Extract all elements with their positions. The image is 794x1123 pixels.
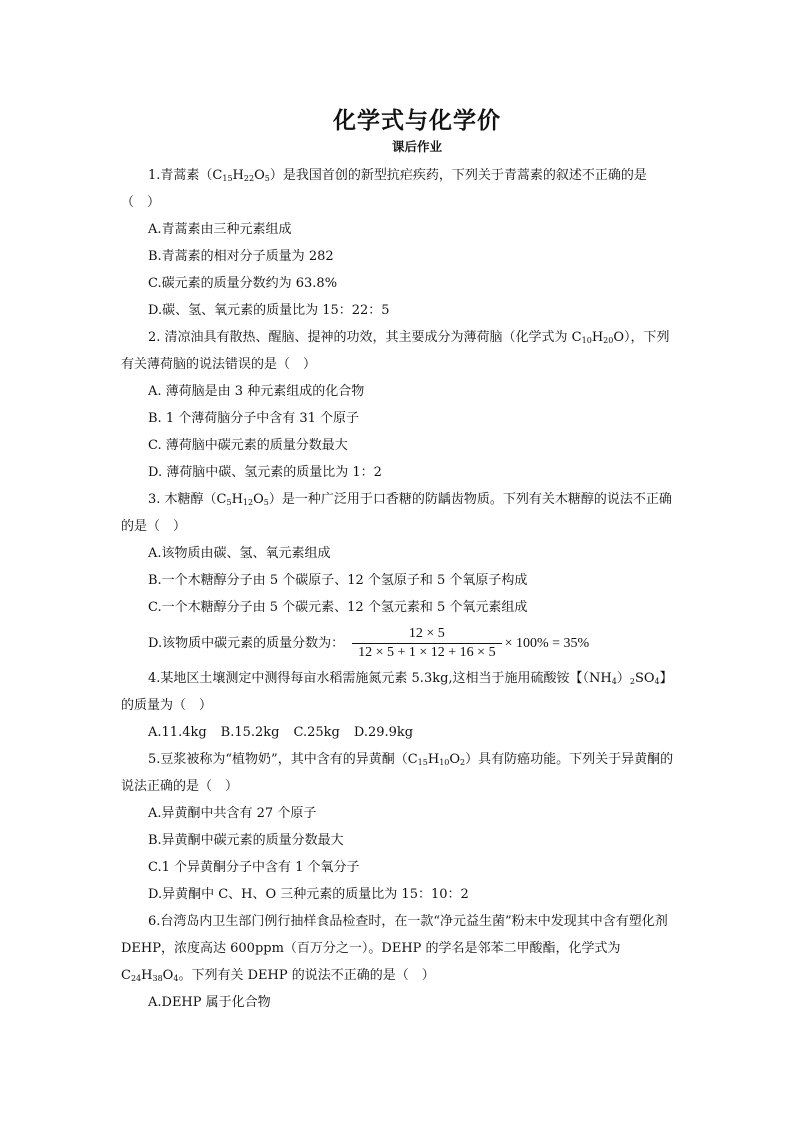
q6-text-mid-1: H	[141, 968, 153, 983]
q1-text-post: ）是我国首创的新型抗疟疾药，下列关于青蒿素的叙述不正确的是（ ）	[121, 168, 647, 210]
q2-sub-1: 10	[581, 336, 592, 345]
q2-text-post: ，下列有关薄荷脑的说法错误的是（ ）	[121, 330, 670, 372]
q3-sub-3: 5	[263, 498, 269, 507]
q3-text-mid-2: O	[253, 492, 264, 507]
q4-sub-3: 4	[654, 677, 660, 686]
q3-sub-2: 12	[242, 498, 254, 507]
q1-text-mid-2: O	[254, 168, 265, 183]
q4-sub-1: 4	[611, 677, 617, 686]
q4-sub-2: 2	[629, 677, 635, 686]
question-1	[121, 162, 677, 216]
q1-option-a: A.青蒿素由三种元素组成	[148, 222, 292, 237]
q1-text-pre: 1.青蒿素（C	[148, 168, 223, 183]
question-5	[121, 746, 677, 800]
q2-option-a: A. 薄荷脑是由 3 种元素组成的化合物	[148, 384, 365, 399]
q2-text-mid-2: O）	[613, 330, 631, 345]
q5-option-a: A.异黄酮中共含有 27 个原子	[148, 806, 317, 821]
page-title: 化学式与化学价	[333, 108, 501, 134]
q4-text-pre: 4.某地区土壤测定中测得每亩水稻需施氮元素 5.3kg,这相当于施用硫酸铵【（NH	[148, 671, 612, 686]
mass-fraction-formula	[352, 625, 501, 662]
q5-option-d: D.异黄酮中 C、H、O 三种元素的质量比为 15：10：2	[148, 887, 469, 902]
q6-text-mid-2: O	[162, 968, 174, 983]
q1-option-d: D.碳、氢、氧元素的质量比为 15：22：5	[148, 303, 390, 318]
q3-sub-1: 5	[226, 498, 232, 507]
question-3	[121, 486, 677, 540]
question-4	[121, 665, 677, 719]
q6-text-pre: 6.台湾岛内卫生部门例行抽样食品检查时，在一款“净元益生菌”粉末中发现其中含有塑化剂 DEHP，浓度高达 600ppm（百万分之一）。DEHP 的学名是邻苯二甲酸酯，化学式为 C	[121, 914, 668, 983]
q1-sub-3: 5	[264, 174, 270, 183]
q4-text-post: 】的质量为（ ）	[121, 671, 673, 713]
q6-sub-3: 4	[173, 974, 179, 983]
q2-sub-2: 20	[603, 336, 614, 345]
q3-option-c: C.一个木糖醇分子由 5 个碳元素、12 个氢元素和 5 个氧元素组成	[148, 600, 528, 615]
q3-text-mid-1: H	[231, 492, 243, 507]
q2-text-mid-1: H	[591, 330, 604, 345]
q4-text-mid-1: ）	[616, 671, 630, 686]
q4-option-c: C.25kg	[293, 725, 340, 740]
q2-option-c: C. 薄荷脑中碳元素的质量分数最大	[148, 438, 348, 453]
q4-option-a: A.11.4kg	[148, 725, 207, 740]
q3-text-post: ）是一种广泛用于口香糖的防龋齿物质。下列有关木糖醇的说法不正确的是（ ）	[121, 492, 672, 534]
page-subtitle: 课后作业	[391, 139, 442, 154]
q5-text-post: ）具有防癌功能。下列关于异黄酮的说法正确的是（ ）	[121, 752, 674, 794]
q6-option-a: A.DEHP 属于化合物	[148, 995, 271, 1010]
q4-text-mid-2: SO	[634, 671, 655, 686]
q5-sub-2: 10	[439, 758, 450, 767]
q3-option-a: A.该物质由碳、氢、氧元素组成	[148, 546, 331, 561]
q4-option-b: B.15.2kg	[220, 725, 280, 740]
question-list	[121, 162, 677, 1016]
fraction-denominator: 12 × 5 + 1 × 12 + 16 × 5	[358, 644, 496, 660]
q6-text-post: 。下列有关 DEHP 的说法不正确的是（ ）	[178, 968, 435, 983]
question-2	[121, 324, 677, 378]
q4-options	[121, 719, 677, 746]
q6-sub-1: 24	[130, 974, 142, 983]
q5-text-mid-1: H	[427, 752, 440, 767]
fraction-result: × 100% = 35%	[504, 635, 590, 651]
q6-sub-2: 38	[152, 974, 163, 983]
q3-option-d	[121, 621, 677, 665]
q2-option-d: D. 薄荷脑中碳、氢元素的质量比为 1：2	[148, 465, 382, 480]
q1-sub-2: 22	[243, 174, 255, 183]
q3-option-b: B.一个木糖醇分子由 5 个碳原子、12 个氢原子和 5 个氧原子构成	[148, 573, 528, 588]
question-6	[121, 908, 677, 989]
q5-sub-3: 2	[460, 758, 466, 767]
q4-option-d: D.29.9kg	[353, 725, 414, 740]
q5-option-b: B.异黄酮中碳元素的质量分数最大	[148, 833, 344, 848]
q5-option-c: C.1 个异黄酮分子中含有 1 个氧分子	[148, 860, 360, 875]
q5-text-pre: 5.豆浆被称为“植物奶”，其中含有的异黄酮（C	[148, 752, 418, 767]
q1-option-c: C.碳元素的质量分数约为 63.8%	[148, 276, 338, 291]
q2-option-b: B. 1 个薄荷脑分子中含有 31 个原子	[148, 411, 360, 426]
q2-text-pre: 2. 清凉油具有散热、醒脑、提神的功效，其主要成分为薄荷脑（化学式为 C	[148, 330, 582, 345]
q1-sub-1: 15	[222, 174, 233, 183]
fraction-numerator: 12 × 5	[408, 625, 445, 641]
q5-text-mid-2: O	[449, 752, 461, 767]
q3-option-d-label: D.该物质中碳元素的质量分数为：	[148, 635, 345, 651]
q1-text-mid-1: H	[232, 168, 244, 183]
q1-option-b: B.青蒿素的相对分子质量为 282	[148, 249, 334, 264]
q3-text-pre: 3. 木糖醇（C	[148, 492, 227, 507]
q5-sub-1: 15	[417, 758, 428, 767]
